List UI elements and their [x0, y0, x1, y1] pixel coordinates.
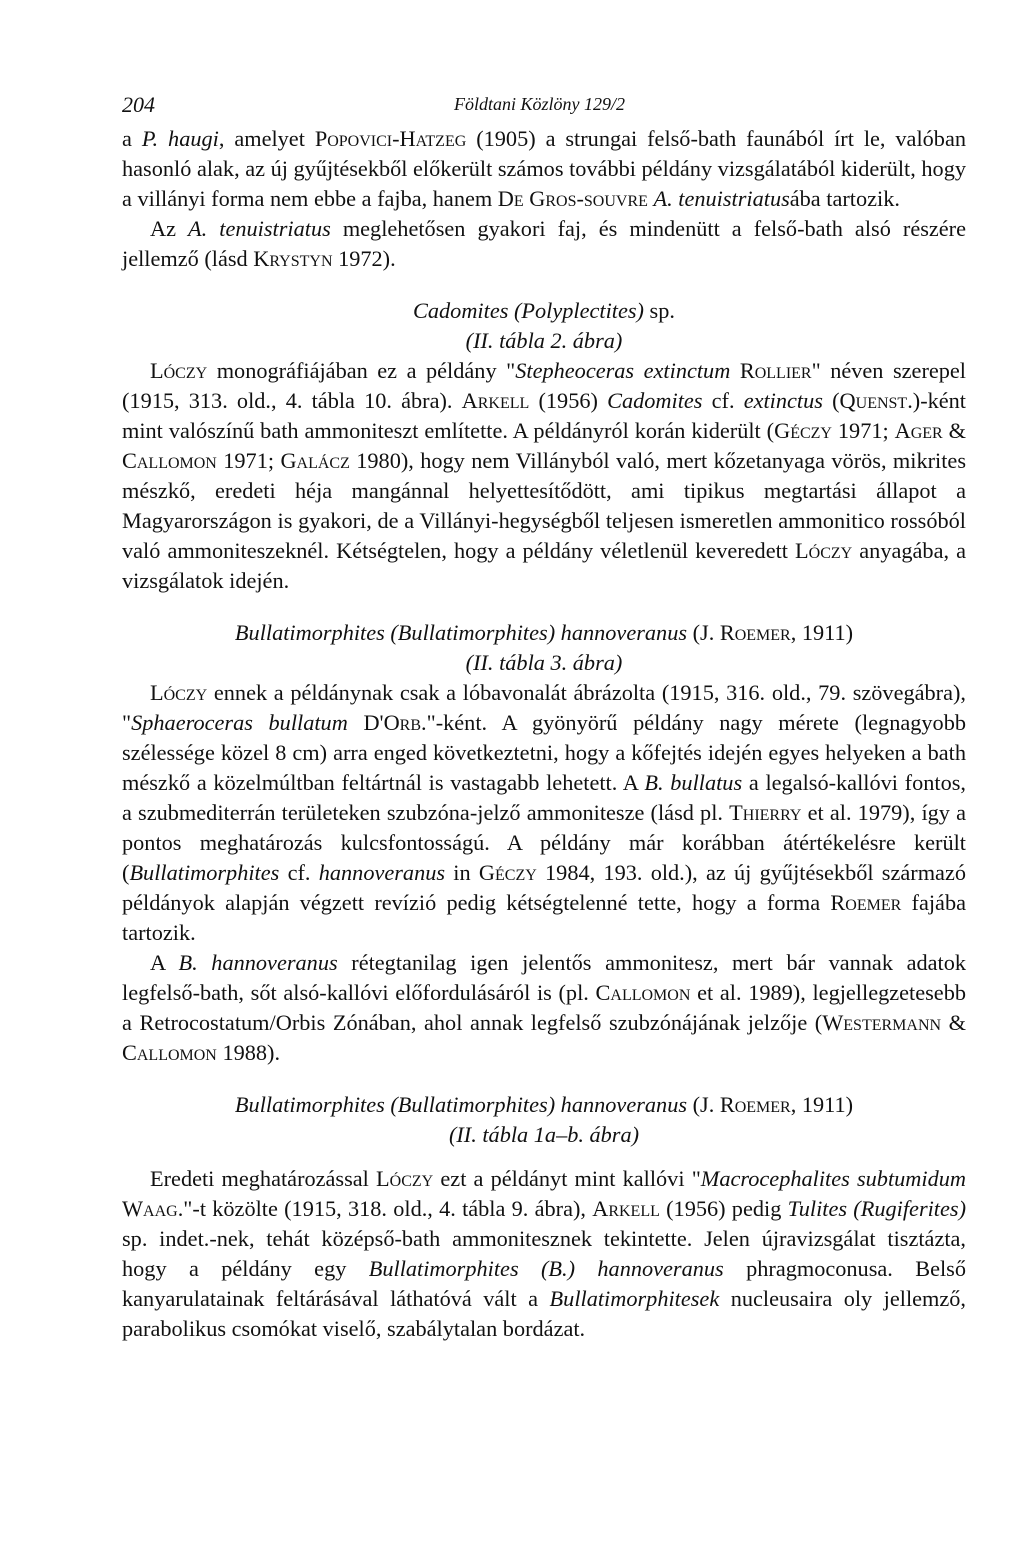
paragraph-b-hannoveranus: A B. hannoveranus rétegtanilag igen jelentős ammonitesz, mert bár vannak adatok legfelső-bath, sőt alsó-kallóvi előfordulásáról is (pl. Callomon et al. 1989), legjellegzetesebb a Retrocostatum/Orbis Zónában, ahol annak legfelső szubzónájának jelzője (Westermann & Callomon 1988). [122, 950, 967, 1065]
taxon-heading-cadomites: Cadomites (Polyplectites) sp. (II. tábla 2. ábra) [122, 296, 966, 356]
plate-reference: (II. tábla 3. ábra) [465, 650, 623, 675]
taxon-heading-bullatimorphites-2: Bullatimorphites (Bullatimorphites) hannoveranus (J. Roemer, 1911) (II. tábla 1a–b. ábra) [122, 1090, 966, 1150]
page-number: 204 [122, 92, 155, 117]
running-head: Földtani Közlöny 129/2 [454, 94, 625, 114]
plate-reference: (II. tábla 1a–b. ábra) [448, 1122, 640, 1147]
taxon-heading-bullatimorphites-1: Bullatimorphites (Bullatimorphites) hannoveranus (J. Roemer, 1911) (II. tábla 3. ábra) [122, 618, 966, 678]
paragraph-p-haugi: a P. haugi, amelyet Popovici-Hatzeg (1905) a strungai felső-bath faunából írt le, valóban hasonló alak, az új gyűjtésekből előkerült számos további példány vizsgálatából kiderült, hogy a villányi forma nem ebbe a fajba, hanem De Gros-souvre A. tenuistriatusába tartozik. [122, 126, 966, 211]
page [122, 92, 966, 1344]
paragraph-bullatimorphites-2: Eredeti meghatározással Lóczy ezt a példányt mint kallóvi "Macrocephalites subtumidum Waag."-t közölte (1915, 318. old., 4. tábla 9. ábra), Arkell (1956) pedig Tulites (Rugiferites) sp. indet.-nek, tehát középső-bath ammonitesznek tekintette. Jelen újravizsgálat tisztázta, hogy a példány egy Bullatimorphites (B.) hannoveranus phragmoconusa. Belső kanyarulatainak feltárásával láthatóvá vált a Bullatimorphitesek nucleusaira oly jellemző, parabolikus csomókat viselő, szabálytalan bordázat. [122, 1166, 967, 1341]
paragraph-cadomites: Lóczy monográfiájában ez a példány "Stepheoceras extinctum Rollier" néven szerepel (1915, 313. old., 4. tábla 10. ábra). Arkell (1956) Cadomites cf. extinctus (Quenst.)-ként mint valószínű bath ammoniteszt említette. A példányról korán kiderült (Géczy 1971; Ager & Callomon 1971; Galácz 1980), hogy nem Villányból való, mert kőzetanyaga vörös, mikrites mészkő, eredeti héja mangánnal helyettesítődött, ami tipikus megtartási állapot a Magyarországon is gyakori, de a Villányi-hegységből teljesen ismeretlen ammonitico rossóból való ammoniteszeknél. Kétségtelen, hogy a példány véletlenül keveredett Lóczy anyagába, a vizsgálatok idején. [122, 358, 967, 593]
paragraph-bullatimorphites-1: Lóczy ennek a példánynak csak a lóbavonalát ábrázolta (1915, 316. old., 79. szövegábra), "Sphaeroceras bullatum D'Orb."-ként. A gyönyörű példány nagy mérete (legnagyobb szélessége közel 8 cm) arra enged következtetni, hogy a kőfejtés idején egyes helyeken a bath mészkő a közelmúltban feltártnál is vastagabb lehetett. A B. bullatus a legalsó-kallóvi fontos, a szubmediterrán területeken szubzóna-jelző ammonitesze (lásd pl. Thierry et al. 1979), így a pontos meghatározás kulcsfontosságú. A példány már korábban átértékelésre került (Bullatimorphites cf. hannoveranus in Géczy 1984, 193. old.), az új gyűjtésekből származó példányok alapján végzett revízió pedig kétségtelenné tette, hogy a forma Roemer fajába tartozik. [122, 680, 966, 945]
page-header [122, 92, 966, 124]
plate-reference: (II. tábla 2. ábra) [465, 328, 623, 353]
paragraph-a-tenuistriatus: Az A. tenuistriatus meglehetősen gyakori faj, és mindenütt a felső-bath alsó részére jellemző (lásd Krystyn 1972). [122, 216, 967, 271]
